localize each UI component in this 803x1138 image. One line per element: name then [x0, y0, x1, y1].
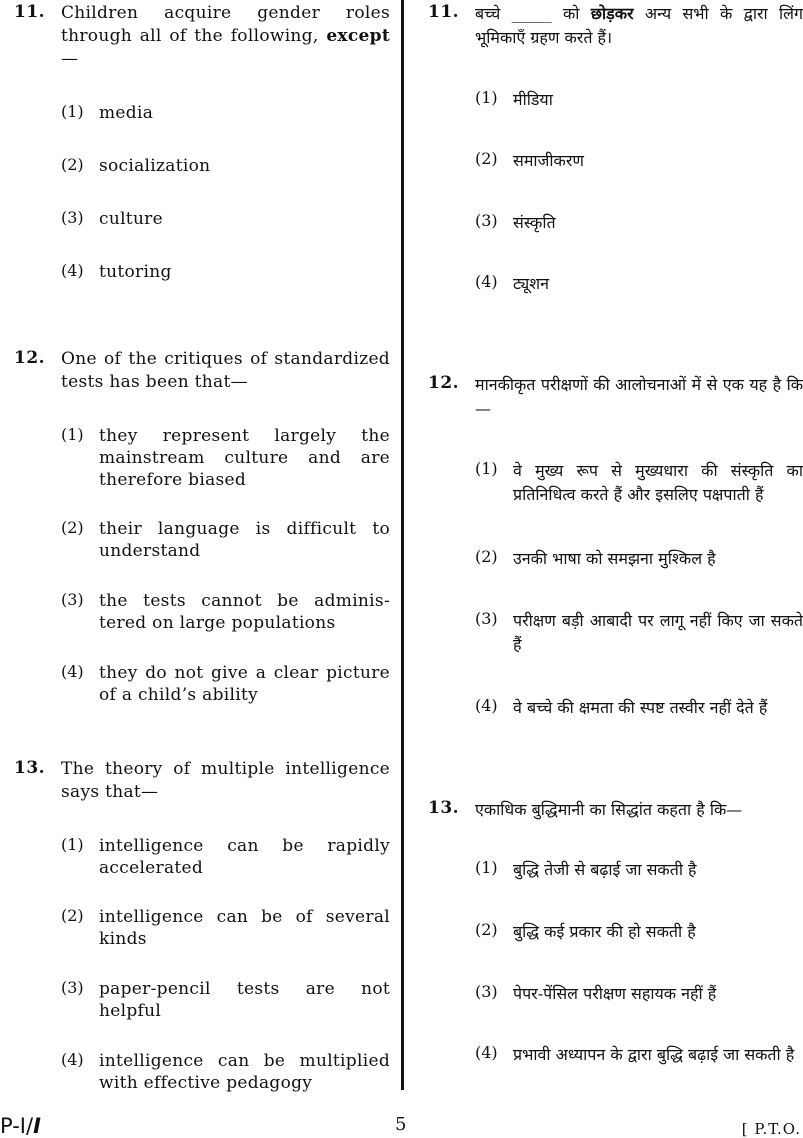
option-1[interactable]: (1) बुद्धि तेजी से बढ़ाई जा सकती है — [475, 858, 697, 879]
option-3[interactable]: (3) culture — [61, 208, 163, 229]
option-4[interactable]: (4) वे बच्चे की क्षमता की स्पष्ट तस्वीर नहीं देते हैं — [475, 696, 768, 717]
option-1[interactable]: (1) मीडिया — [475, 88, 553, 109]
question-12-en — [14, 348, 390, 705]
option-3[interactable]: (3) पेपर-पेंसिल परीक्षण सहायक नहीं हैं — [475, 982, 717, 1003]
question-number: 13. — [14, 758, 46, 778]
question-text: The theory of multiple intelligence says that— — [61, 759, 390, 802]
question-text: One of the critiques of standardized tests has been that— — [61, 349, 390, 392]
pto-marker: [ P.T.O. — [741, 1120, 801, 1138]
question-11-hi — [428, 2, 803, 293]
question-text: मानकीकृत परीक्षणों की आलोचनाओं में से एक यह है कि— — [475, 375, 803, 418]
option-4[interactable]: (4) intelligence can be multiplied with effective pedagogy — [61, 1050, 390, 1093]
question-number: 11. — [428, 2, 460, 22]
option-3[interactable]: (3) the tests cannot be adminis-tered on large populations — [61, 590, 390, 633]
question-number: 12. — [14, 348, 46, 368]
except-emphasis: छोड़कर — [590, 4, 634, 23]
option-1[interactable]: (1) वे मुख्य रूप से मुख्यधारा की संस्कृति का प्रतिनिधित्व करते हैं और इसलिए पक्षपाती हैं — [475, 459, 803, 504]
option-2[interactable]: (2) समाजीकरण — [475, 149, 584, 170]
question-13-hi — [428, 798, 803, 1064]
except-emphasis: except — [326, 26, 390, 46]
column-divider — [401, 0, 404, 1090]
question-number: 13. — [428, 798, 460, 818]
question-text: बच्चे _____ को छोड़कर अन्य सभी के द्वारा लिंग भूमिकाएँ ग्रहण करते हैं। — [475, 4, 803, 47]
option-4[interactable]: (4) प्रभावी अध्यापन के द्वारा बुद्धि बढ़ाई जा सकती है — [475, 1043, 795, 1064]
question-12-hi — [428, 373, 803, 717]
question-13-en — [14, 758, 390, 1093]
option-2[interactable]: (2) बुद्धि कई प्रकार की हो सकती है — [475, 920, 696, 941]
option-2[interactable]: (2) socialization — [61, 155, 211, 176]
option-4[interactable]: (4) they do not give a clear picture of a child’s ability — [61, 662, 390, 705]
option-4[interactable]: (4) tutoring — [61, 261, 172, 282]
option-2[interactable]: (2) उनकी भाषा को समझना मुश्किल है — [475, 547, 716, 568]
booklet-code: P-I/I — [0, 1114, 41, 1138]
option-3[interactable]: (3) paper-pencil tests are not helpful — [61, 978, 390, 1021]
option-3[interactable]: (3) संस्कृति — [475, 211, 556, 232]
question-text: Children acquire gender roles through all of the following, except— — [61, 3, 390, 69]
page-number: 5 — [395, 1114, 407, 1135]
option-1[interactable]: (1) they represent largely the mainstream culture and are therefore biased — [61, 425, 390, 490]
question-number: 11. — [14, 2, 46, 22]
option-1[interactable]: (1) intelligence can be rapidly accelerated — [61, 835, 390, 878]
question-11-en — [14, 2, 390, 282]
option-2[interactable]: (2) intelligence can be of several kinds — [61, 906, 390, 949]
option-4[interactable]: (4) ट्यूशन — [475, 272, 550, 293]
question-number: 12. — [428, 373, 460, 393]
option-2[interactable]: (2) their language is difficult to understand — [61, 518, 390, 561]
option-1[interactable]: (1) media — [61, 102, 154, 123]
question-text: एकाधिक बुद्धिमानी का सिद्धांत कहता है कि— — [475, 800, 743, 819]
option-3[interactable]: (3) परीक्षण बड़ी आबादी पर लागू नहीं किए जा सकते हैं — [475, 609, 803, 654]
